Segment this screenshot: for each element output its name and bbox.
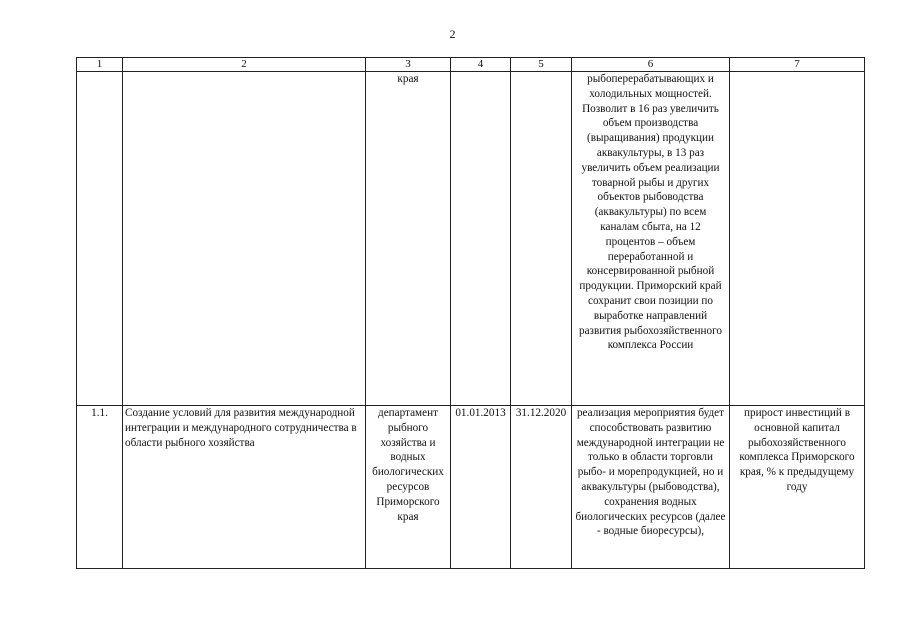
cell-start-date: 01.01.2013 xyxy=(451,406,511,569)
header-cell-6: 6 xyxy=(572,58,730,72)
cell-executor: департамент рыбного хозяйства и водных биологических ресурсов Приморского края xyxy=(366,406,451,569)
cell-result: рыбоперерабатывающих и холодильных мощностей. Позволит в 16 раз увеличить объем производства (выращивания) продукции аквакультуры, в 13 раз увеличить объем реализации товарной рыбы и других объектов рыбоводства (аквакультуры) по всем каналам сбыта, на 12 процентов – объем переработанной и консервированной рыбной продукции. Приморский край сохранит свои позиции по выработке направлений развития рыбохозяйственного комплекса России xyxy=(572,72,730,406)
header-cell-3: 3 xyxy=(366,58,451,72)
cell-indicator: прирост инвестиций в основной капитал рыбохозяйственного комплекса Приморского края, % к предыдущему году xyxy=(730,406,865,569)
cell-end-date: 31.12.2020 xyxy=(511,406,572,569)
header-cell-4: 4 xyxy=(451,58,511,72)
cell-executor: края xyxy=(366,72,451,406)
cell-start-date xyxy=(451,72,511,406)
cell-indicator xyxy=(730,72,865,406)
header-cell-2: 2 xyxy=(123,58,366,72)
page-number: 2 xyxy=(449,27,456,41)
cell-name xyxy=(123,72,366,406)
cell-result: реализация мероприятия будет способствовать развитию международной интеграции не только в области торговли рыбо- и морепродукцией, но и аквакультуры (рыбоводства), сохранения водных биологических ресурсов (далее - водные биоресурсы), xyxy=(572,406,730,569)
table-row xyxy=(77,72,865,406)
header-cell-1: 1 xyxy=(77,58,123,72)
cell-number xyxy=(77,72,123,406)
header-cell-5: 5 xyxy=(511,58,572,72)
cell-name: Создание условий для развития международной интеграции и международного сотрудничества в области рыбного хозяйства xyxy=(123,406,366,569)
table-row xyxy=(77,406,865,569)
table-header-row xyxy=(77,58,865,72)
program-table xyxy=(76,57,865,569)
cell-number: 1.1. xyxy=(77,406,123,569)
cell-end-date xyxy=(511,72,572,406)
header-cell-7: 7 xyxy=(730,58,865,72)
